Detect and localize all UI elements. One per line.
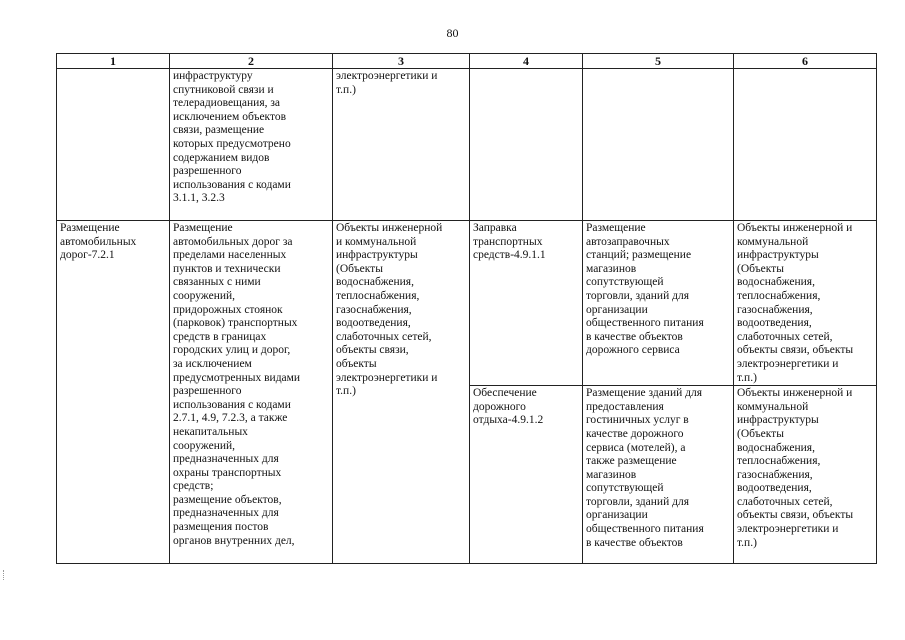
column-header-6: 6 [734,54,877,69]
cell-continued-col6 [734,69,877,221]
cell-continued-col4 [470,69,583,221]
header-row [57,54,877,69]
cell-conditional-auxiliary-fueling: Объекты инженерной и коммунальной инфраструктуры (Объекты водоснабжения, теплоснабжения, газоснабжения, водоотведения, слаботочных сетей, объекты связи, объекты электроэнергетики и т.п.) [734,221,877,386]
cell-continued-col2: инфраструктуру спутниковой связи и телерадиовещания, за исключением объектов связи, размещение которых предусмотрено содержанием видов разрешенного использования с кодами 3.1.1, 3.2.3 [170,69,333,221]
cell-conditional-use-rest: Обеспечение дорожного отдыха-4.9.1.2 [470,386,583,564]
column-header-2: 2 [170,54,333,69]
cell-conditional-description-fueling: Размещение автозаправочных станций; размещение магазинов сопутствующей торговли, зданий для организации общественного питания в качестве объектов дорожного сервиса [583,221,734,386]
cell-continued-col1 [57,69,170,221]
cell-conditional-use-fueling: Заправка транспортных средств-4.9.1.1 [470,221,583,386]
table-row-continued [57,69,877,221]
column-header-1: 1 [57,54,170,69]
column-header-5: 5 [583,54,734,69]
column-header-3: 3 [333,54,470,69]
scan-margin-mark [3,570,12,580]
page-number: 80 [446,26,459,40]
cell-use-description: Размещение автомобильных дорог за пределами населенных пунктов и технически связанных с ними сооружений, придорожных стоянок (парковок) транспортных средств в границах городских улиц и дорог, за исключением предусмотренных видами разрешенного использования с кодами 2.7.1, 4.9, 7.2.3, а также некапитальных сооружений, предназначенных для охраны транспортных средств; размещение объектов, предназначенных для размещения постов органов внутренних дел, [170,221,333,564]
cell-continued-col5 [583,69,734,221]
table-row-roads [57,221,877,386]
cell-conditional-auxiliary-rest: Объекты инженерной и коммунальной инфраструктуры (Объекты водоснабжения, теплоснабжения, газоснабжения, водоотведения, слаботочных сетей, объекты связи, объекты электроэнергетики и т.п.) [734,386,877,564]
cell-auxiliary-objects: Объекты инженерной и коммунальной инфраструктуры (Объекты водоснабжения, теплоснабжения, газоснабжения, водоотведения, слаботочных сетей, объекты связи, объекты электроэнергетики и т.п.) [333,221,470,564]
column-header-4: 4 [470,54,583,69]
regulations-table [56,53,877,564]
cell-use-type: Размещение автомобильных дорог-7.2.1 [57,221,170,564]
cell-continued-col3: электроэнергетики и т.п.) [333,69,470,221]
cell-conditional-description-rest: Размещение зданий для предоставления гостиничных услуг в качестве дорожного сервиса (мотелей), а также размещение магазинов сопутствующей торговли, зданий для организации общественного питания в качестве объектов [583,386,734,564]
